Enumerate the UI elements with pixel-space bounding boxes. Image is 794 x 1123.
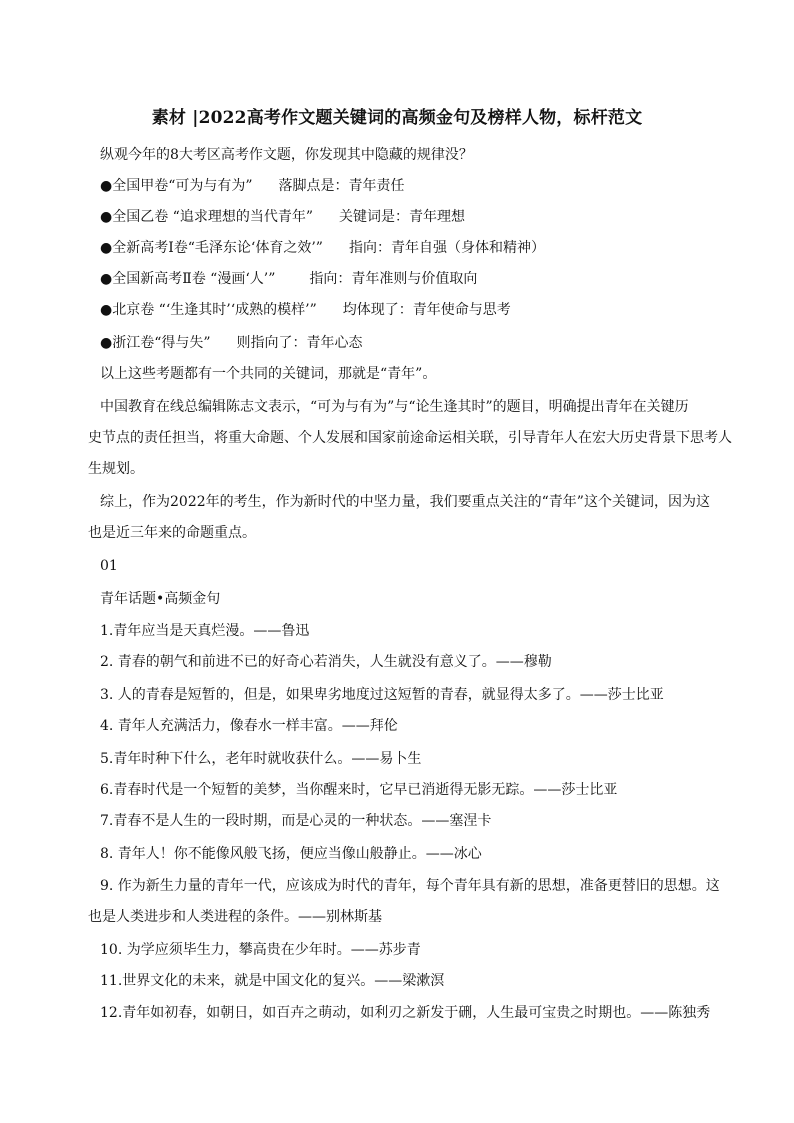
document-title: 素材 |2022高考作文题关键词的高频金句及榜样人物，标杆范文	[151, 108, 643, 128]
quote-line: 1.青年应当是天真烂漫。——鲁迅	[100, 623, 310, 639]
quote-line: 10. 为学应须毕生力，攀高贵在少年时。——苏步青	[100, 942, 421, 958]
quote-line: 11.世界文化的未来，就是中国文化的复兴。——梁漱溟	[100, 973, 445, 989]
quote-line: 2. 青春的朝气和前进不已的好奇心若消失，人生就没有意义了。——穆勒	[100, 654, 552, 670]
bullet-item: ●全国乙卷 “追求理想的当代青年” 关键词是：青年理想	[100, 209, 465, 225]
quote-line: 9. 作为新生力量的青年一代，应该成为时代的青年，每个青年具有新的思想，准备更替旧的思想。这	[100, 878, 720, 894]
intro-line: 纵观今年的8大考区高考作文题，你发现其中隐藏的规律没？	[100, 147, 473, 163]
paragraph-line: 中国教育在线总编辑陈志文表示，“可为与有为”与“论生逢其时”的题目，明确提出青年在关键历	[100, 399, 689, 415]
paragraph-line: 史节点的责任担当，将重大命题、个人发展和国家前途命运相关联，引导青年人在宏大历史背景下思考人	[88, 430, 732, 446]
bullet-item: ●全国新高考Ⅱ卷 “漫画‘人’” 指向：青年准则与价值取向	[100, 271, 478, 287]
quote-line: 3. 人的青春是短暂的，但是，如果卑劣地度过这短暂的青春，就显得太多了。——莎士比亚	[100, 687, 664, 703]
bullet-item: ●北京卷 “‘生逢其时’‘成熟的模样’” 均体现了：青年使命与思考	[100, 302, 511, 318]
bullet-item: ●浙江卷“得与失” 则指向了：青年心态	[100, 335, 363, 351]
quote-line: 5.青年时种下什么，老年时就收获什么。——易卜生	[100, 751, 422, 767]
bullet-item: ●全新高考Ⅰ卷“毛泽东论‘体育之效’” 指向：青年自强（身体和精神）	[100, 240, 545, 256]
paragraph-line: 以上这些考题都有一个共同的关键词，那就是“青年”。	[100, 366, 437, 382]
quote-line: 7.青春不是人生的一段时期，而是心灵的一种状态。——塞涅卡	[100, 813, 492, 829]
bullet-item: ●全国甲卷“可为与有为” 落脚点是：青年责任	[100, 178, 405, 194]
quote-line: 4. 青年人充满活力，像春水一样丰富。——拜伦	[100, 718, 398, 734]
paragraph-line: 生规划。	[88, 461, 144, 477]
quote-line: 也是人类进步和人类进程的条件。——别林斯基	[88, 909, 382, 925]
quote-line: 8. 青年人！你不能像风般飞扬，便应当像山般静止。——冰心	[100, 846, 482, 862]
paragraph-line: 综上，作为2022年的考生，作为新时代的中坚力量，我们要重点关注的“青年”这个关键词，因为这	[100, 494, 710, 510]
section-title: 青年话题•高频金句	[100, 591, 221, 607]
section-number: 01	[100, 558, 118, 574]
paragraph-line: 也是近三年来的命题重点。	[88, 525, 256, 541]
quote-line: 6.青春时代是一个短暂的美梦，当你醒来时，它早已消逝得无影无踪。——莎士比亚	[100, 782, 618, 798]
quote-line: 12.青年如初春，如朝日，如百卉之萌动，如利刃之新发于硎，人生最可宝贵之时期也。——陈独秀	[100, 1005, 711, 1021]
